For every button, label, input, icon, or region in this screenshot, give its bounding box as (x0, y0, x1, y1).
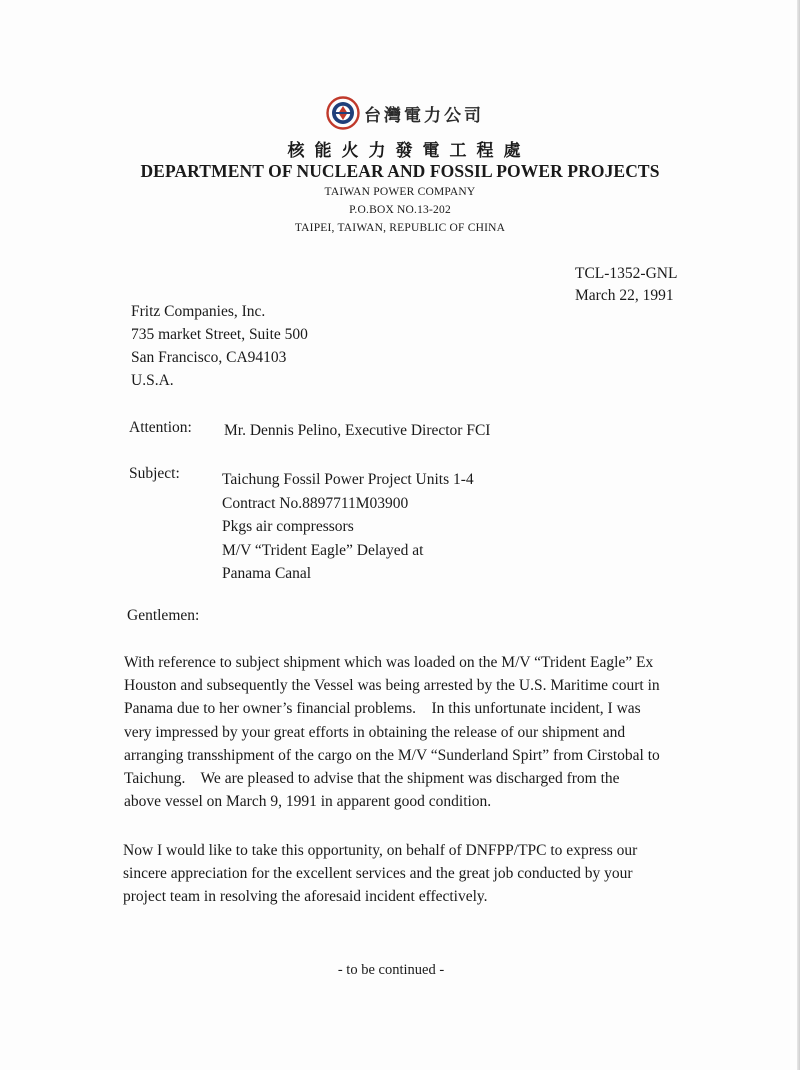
body-paragraph-2 (123, 840, 703, 908)
department-name-chinese: 核能火力發電工程處 (287, 141, 531, 161)
paragraph-line: very impressed by your great efforts in obtaining the release of our shipment and (124, 723, 626, 741)
company-name-english: TAIWAN POWER COMPANY (324, 186, 476, 198)
address-line: U.S.A. (131, 372, 174, 389)
reference-code: TCL-1352-GNL (575, 265, 678, 282)
attention-value: Mr. Dennis Pelino, Executive Director FCI (224, 422, 491, 439)
paragraph-line: Panama due to her owner’s financial problems. In this unfortunate incident, I was (124, 700, 641, 718)
paragraph-line: sincere appreciation for the excellent services and the great job conducted by your (123, 864, 633, 882)
recipient-address (131, 300, 308, 392)
subject-line: Pkgs air compressors (222, 518, 354, 535)
department-name-english: DEPARTMENT OF NUCLEAR AND FOSSIL POWER PROJECTS (140, 161, 660, 181)
paragraph-line: Now I would like to take this opportunity, on behalf of DNFPP/TPC to express our (123, 842, 638, 859)
attention-label: Attention: (129, 419, 192, 436)
letter-date: March 22, 1991 (575, 287, 674, 304)
subject-lines (222, 468, 474, 586)
address-line: Fritz Companies, Inc. (131, 303, 266, 320)
paragraph-line: project team in resolving the aforesaid incident effectively. (123, 887, 488, 905)
subject-line: M/V “Trident Eagle” Delayed at (222, 541, 424, 559)
subject-line: Taichung Fossil Power Project Units 1-4 (222, 471, 474, 488)
letterhead (0, 96, 800, 234)
taipower-logo-icon (326, 96, 360, 130)
po-box: P.O.BOX NO.13-202 (349, 204, 451, 216)
reference-block (575, 263, 677, 307)
paragraph-line: above vessel on March 9, 1991 in apparent good condition. (124, 793, 492, 811)
paragraph-line: Houston and subsequently the Vessel was being arrested by the U.S. Maritime court in (124, 677, 660, 695)
company-logo-row (10, 96, 800, 130)
address-line: 735 market Street, Suite 500 (131, 326, 308, 343)
paragraph-line: arranging transshipment of the cargo on the M/V “Sunderland Spirt” from Cirstobal to (124, 746, 660, 764)
subject-line: Contract No.8897711M03900 (222, 494, 409, 512)
body-paragraph-1 (124, 651, 704, 813)
address-line: San Francisco, CA94103 (131, 349, 287, 366)
subject-line: Panama Canal (222, 565, 312, 582)
subject-label: Subject: (129, 465, 180, 482)
paragraph-line: With reference to subject shipment which was loaded on the M/V “Trident Eagle” Ex (124, 654, 654, 671)
paragraph-line: Taichung. We are pleased to advise that the shipment was discharged from the (124, 770, 620, 788)
company-name-chinese: 台灣電力公司 (364, 105, 484, 126)
salutation: Gentlemen: (127, 607, 200, 624)
continued-notice: - to be continued - (337, 962, 445, 978)
company-location: TAIPEI, TAIWAN, REPUBLIC OF CHINA (294, 222, 506, 234)
